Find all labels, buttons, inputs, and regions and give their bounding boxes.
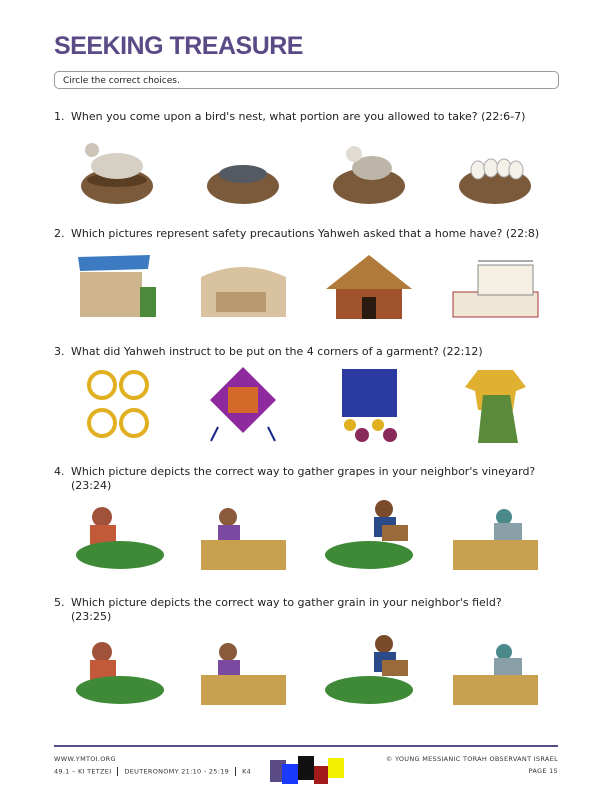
logo-figures	[268, 752, 350, 784]
clothing-picture[interactable]	[448, 365, 543, 445]
question-text: When you come upon a bird's nest, what portion are you allowed to take? (22:6-7)	[71, 110, 526, 123]
woman-in-vineyard-picture[interactable]	[70, 630, 165, 710]
eggs-in-nest-picture[interactable]	[448, 128, 543, 208]
answer-row-5	[54, 630, 559, 710]
house-with-awning-picture[interactable]	[70, 247, 165, 327]
footer-level: K4	[242, 767, 252, 776]
question-3	[54, 345, 483, 359]
dove-on-nest-picture[interactable]	[70, 128, 165, 208]
man-with-sickle-picture[interactable]	[448, 495, 543, 575]
question-text: Which picture depicts the correct way to gather grain in your neighbor's field?	[71, 596, 502, 609]
separator	[117, 767, 118, 776]
footer-portion-info	[54, 767, 251, 776]
question-number: 2.	[54, 227, 65, 240]
question-text: Which picture depicts the correct way to gather grapes in your neighbor's vineyard?	[71, 465, 536, 478]
footer-portion: 49.1 – KI TETZEI	[54, 767, 112, 776]
woman-in-vineyard-picture[interactable]	[70, 495, 165, 575]
question-text: What did Yahweh instruct to be put on the 4 corners of a garment? (22:12)	[71, 345, 483, 358]
tassel-cloth-picture[interactable]	[196, 365, 291, 445]
empty-nest-picture[interactable]	[196, 128, 291, 208]
man-in-grain-picture[interactable]	[196, 630, 291, 710]
separator	[235, 767, 236, 776]
question-4	[54, 465, 535, 493]
question-text: Which pictures represent safety precautions Yahweh asked that a home have? (22:8)	[71, 227, 540, 240]
footer-page-number: PAGE 15	[528, 767, 558, 775]
question-5	[54, 596, 502, 624]
answer-row-1	[54, 128, 559, 208]
footer-website[interactable]: WWW.YMTOI.ORG	[54, 755, 116, 763]
house-with-railing-picture[interactable]	[448, 247, 543, 327]
footer-copyright: © YOUNG MESSIANIC TORAH OBSERVANT ISRAEL	[385, 755, 558, 763]
robe-with-bells-picture[interactable]	[322, 365, 417, 445]
man-in-grain-picture[interactable]	[196, 495, 291, 575]
bird-in-nest-picture[interactable]	[322, 128, 417, 208]
man-with-basket-picture[interactable]	[322, 630, 417, 710]
question-number: 4.	[54, 465, 65, 478]
answer-row-3	[54, 365, 559, 445]
question-number: 5.	[54, 596, 65, 609]
answer-row-2	[54, 247, 559, 327]
question-2	[54, 227, 539, 241]
village-picture[interactable]	[196, 247, 291, 327]
question-1	[54, 110, 525, 124]
footer-divider	[54, 745, 558, 747]
question-number: 1.	[54, 110, 65, 123]
man-with-basket-picture[interactable]	[322, 495, 417, 575]
gold-rings-picture[interactable]	[70, 365, 165, 445]
instruction-box: Circle the correct choices.	[54, 71, 559, 89]
answer-row-4	[54, 495, 559, 575]
page-title: SEEKING TREASURE	[54, 32, 303, 60]
question-number: 3.	[54, 345, 65, 358]
man-with-sickle-picture[interactable]	[448, 630, 543, 710]
thatched-hut-picture[interactable]	[322, 247, 417, 327]
footer-passage: DEUTERONOMY 21:10 - 25:19	[124, 767, 230, 776]
question-reference: (23:25)	[71, 610, 112, 623]
question-reference: (23:24)	[71, 479, 112, 492]
